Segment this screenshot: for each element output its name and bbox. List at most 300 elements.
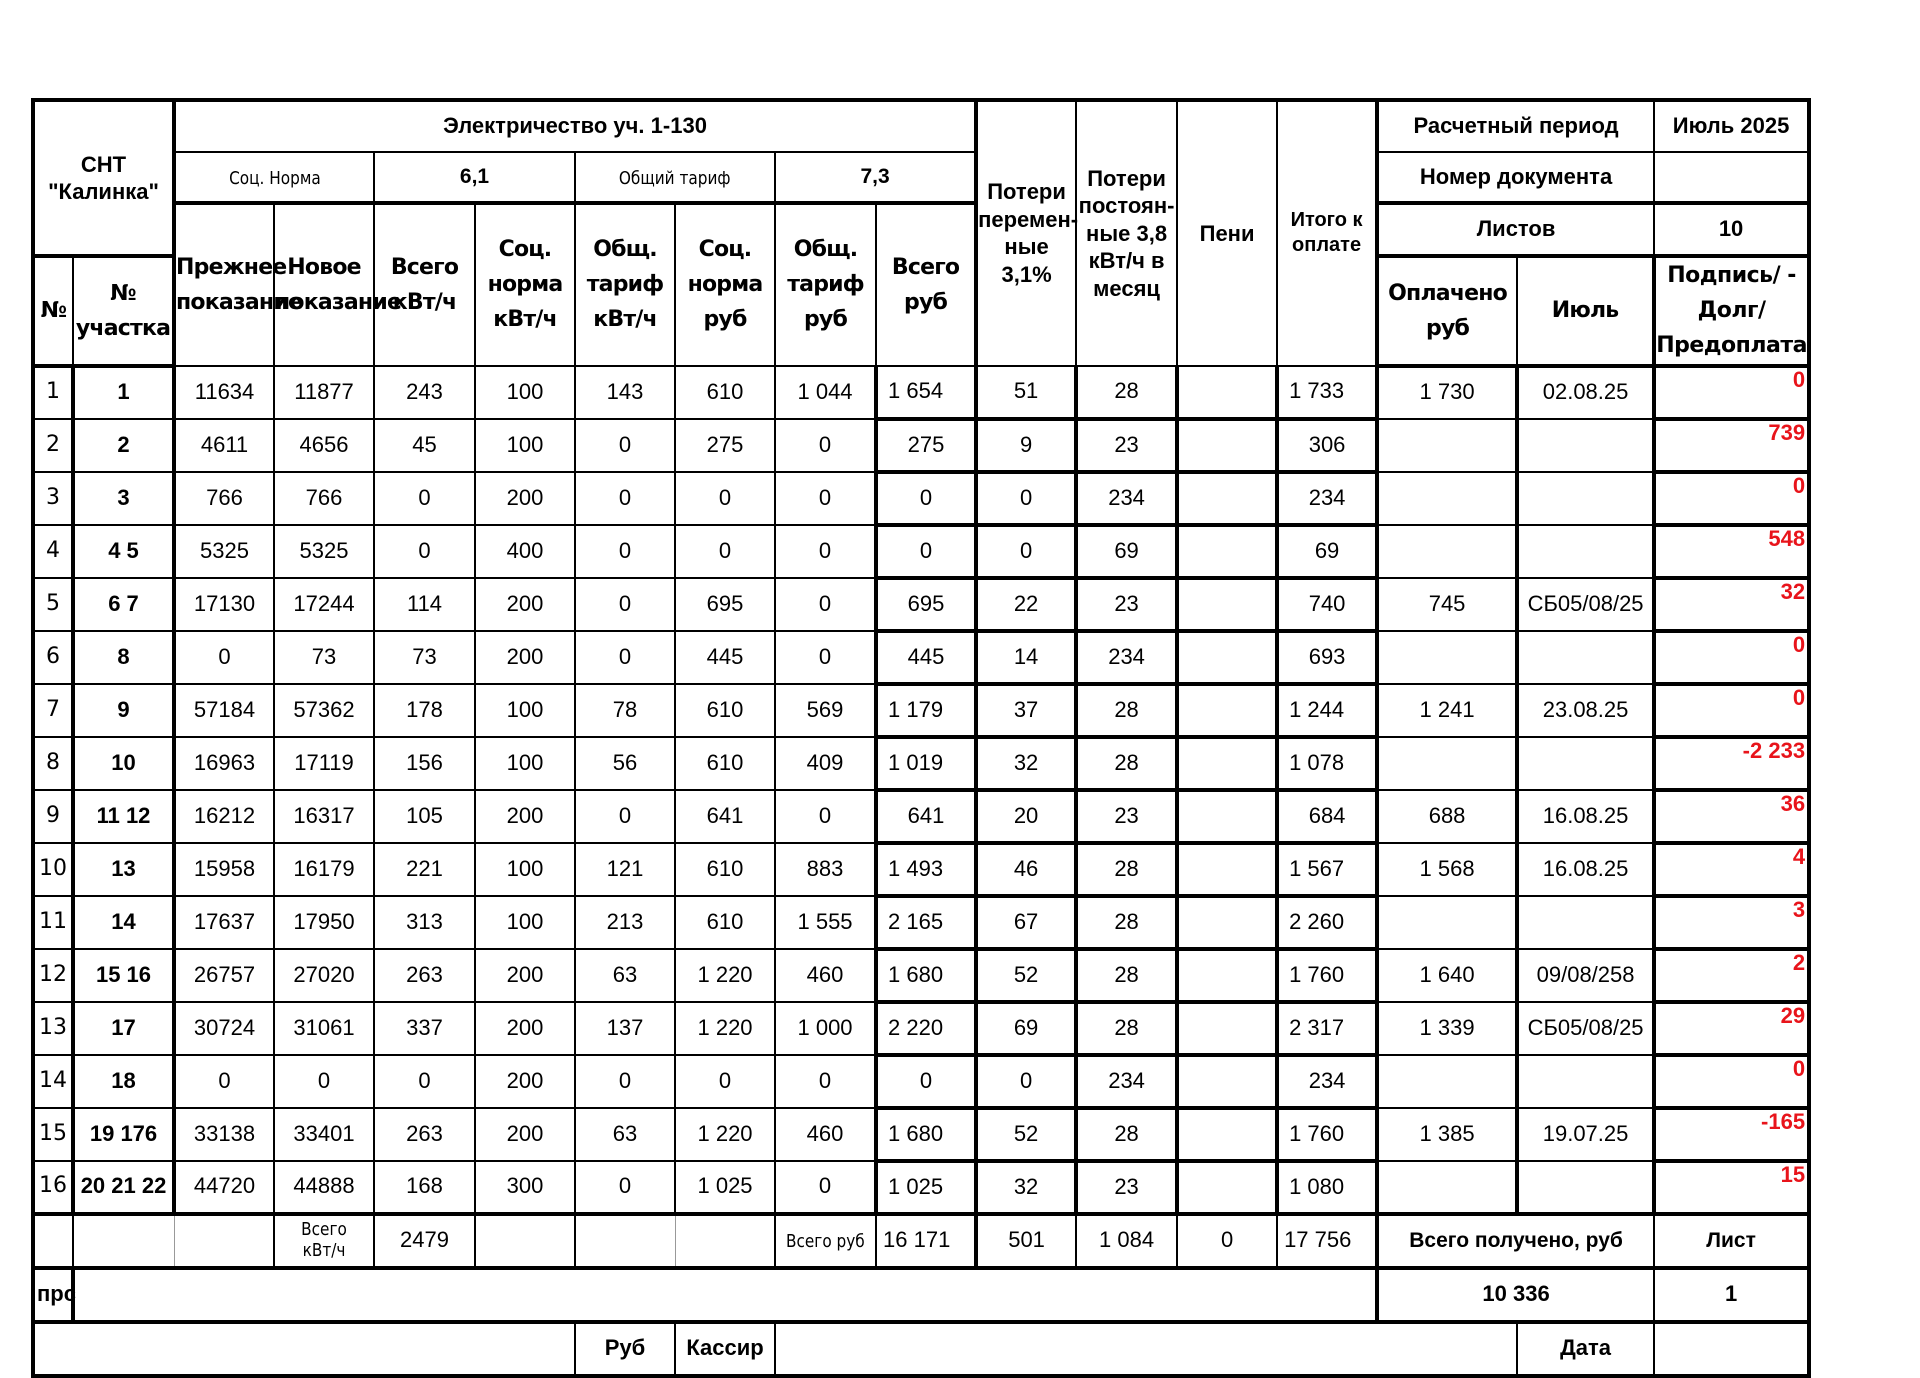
cell-gen-tariff-kwh: 78 (575, 684, 675, 737)
cell-no: 13 (33, 1002, 73, 1055)
cell-debt-prepayment: 0 (1654, 1055, 1809, 1108)
cell-penalty (1177, 366, 1277, 419)
org-name-cell (33, 100, 174, 256)
cell-new-reading: 5325 (274, 525, 374, 578)
cell-prev-reading: 11634 (174, 366, 274, 419)
cell-total-rub: 1 654 (876, 366, 976, 419)
cell-soc-norm-kwh: 200 (475, 790, 575, 843)
cell-total-kwh: 263 (374, 1108, 475, 1161)
cell-penalty (1177, 578, 1277, 631)
cell-payment-date (1517, 419, 1654, 472)
cell-debt-prepayment: 0 (1654, 631, 1809, 684)
cell-no: 3 (33, 472, 73, 525)
cell-debt-prepayment: 0 (1654, 366, 1809, 419)
table-row (33, 949, 1809, 1002)
cell-no: 10 (33, 843, 73, 896)
org-name-line2: "Калинка" (48, 179, 159, 204)
cell-penalty (1177, 684, 1277, 737)
cell-total-rub: 1 680 (876, 949, 976, 1002)
cell-gen-tariff-kwh: 0 (575, 790, 675, 843)
cell-total-kwh: 0 (374, 472, 475, 525)
cell-losses-constant: 69 (1076, 525, 1177, 578)
date-label: Дата (1517, 1322, 1654, 1376)
cell-paid: 688 (1377, 790, 1517, 843)
cell-prev-reading: 5325 (174, 525, 274, 578)
table-row (33, 578, 1809, 631)
cell-losses-constant: 23 (1076, 790, 1177, 843)
amount-field[interactable] (33, 1322, 575, 1376)
col-gen-tariff-rub: Общ. тариф руб (775, 203, 876, 366)
cell-no: 12 (33, 949, 73, 1002)
cell-total-kwh: 168 (374, 1161, 475, 1214)
cell-soc-norm-kwh: 100 (475, 366, 575, 419)
col-sign-debt: Подпись/ - Долг/Предоплата (1654, 256, 1809, 366)
total-received-label: Всего получено, руб (1377, 1214, 1654, 1268)
cell-no: 9 (33, 790, 73, 843)
cell-new-reading: 16317 (274, 790, 374, 843)
cell-losses-constant: 28 (1076, 737, 1177, 790)
cell-new-reading: 31061 (274, 1002, 374, 1055)
cell-soc-norm-kwh: 100 (475, 737, 575, 790)
cell-soc-norm-rub: 0 (675, 472, 775, 525)
cell-total-kwh: 263 (374, 949, 475, 1002)
cell-no: 15 (33, 1108, 73, 1161)
cell-gen-tariff-kwh: 63 (575, 1108, 675, 1161)
cell-losses-variable: 46 (976, 843, 1076, 896)
cell-gen-tariff-kwh: 0 (575, 525, 675, 578)
cell-plot: 19 176 (73, 1108, 174, 1161)
cell-losses-constant: 28 (1076, 949, 1177, 1002)
cell-gen-tariff-kwh: 0 (575, 578, 675, 631)
cell-soc-norm-rub: 445 (675, 631, 775, 684)
cell-total-rub: 1 680 (876, 1108, 976, 1161)
cell-total-rub: 695 (876, 578, 976, 631)
cell-debt-prepayment: 32 (1654, 578, 1809, 631)
cell-soc-norm-rub: 610 (675, 896, 775, 949)
cell-soc-norm-kwh: 100 (475, 684, 575, 737)
cell-losses-constant: 28 (1076, 366, 1177, 419)
table-row (33, 737, 1809, 790)
cell-gen-tariff-kwh: 213 (575, 896, 675, 949)
cell-soc-norm-kwh: 200 (475, 949, 575, 1002)
totals-loss-var: 501 (976, 1214, 1076, 1268)
cell-gen-tariff-rub: 0 (775, 631, 876, 684)
cell-payment-date: 19.07.25 (1517, 1108, 1654, 1161)
cell-gen-tariff-rub: 1 044 (775, 366, 876, 419)
cell-soc-norm-kwh: 400 (475, 525, 575, 578)
cell-soc-norm-rub: 641 (675, 790, 775, 843)
sheets-label: Листов (1377, 203, 1654, 256)
cell-prev-reading: 33138 (174, 1108, 274, 1161)
cell-soc-norm-kwh: 200 (475, 578, 575, 631)
cell-soc-norm-rub: 695 (675, 578, 775, 631)
cell-no: 16 (33, 1161, 73, 1214)
totals-rub-value: 16 171 (876, 1214, 976, 1268)
cell-no: 4 (33, 525, 73, 578)
cell-soc-norm-rub: 610 (675, 843, 775, 896)
cell-payment-date (1517, 525, 1654, 578)
cell-gen-tariff-rub: 0 (775, 472, 876, 525)
cell-new-reading: 4656 (274, 419, 374, 472)
cell-soc-norm-rub: 610 (675, 737, 775, 790)
cell-penalty (1177, 631, 1277, 684)
cell-prev-reading: 26757 (174, 949, 274, 1002)
cell-soc-norm-kwh: 200 (475, 472, 575, 525)
cell-total-due: 2 260 (1277, 896, 1377, 949)
cell-paid (1377, 419, 1517, 472)
cell-losses-variable: 52 (976, 949, 1076, 1002)
general-tariff-rate: 7,3 (775, 152, 976, 203)
cell-debt-prepayment: -165 (1654, 1108, 1809, 1161)
cell-total-kwh: 73 (374, 631, 475, 684)
cell-gen-tariff-rub: 1 000 (775, 1002, 876, 1055)
cell-prev-reading: 44720 (174, 1161, 274, 1214)
cell-gen-tariff-rub: 0 (775, 1055, 876, 1108)
cell-soc-norm-kwh: 300 (475, 1161, 575, 1214)
doc-number-value[interactable] (1654, 152, 1809, 203)
cell-total-rub: 641 (876, 790, 976, 843)
cell-plot: 14 (73, 896, 174, 949)
cell-soc-norm-rub: 1 025 (675, 1161, 775, 1214)
table-row (33, 843, 1809, 896)
org-name-line1: СНТ (80, 151, 127, 177)
cell-payment-date (1517, 631, 1654, 684)
cell-total-due: 740 (1277, 578, 1377, 631)
cell-payment-date: 09/08/258 (1517, 949, 1654, 1002)
purpose-label-truncated: прс (33, 1268, 73, 1322)
cell-prev-reading: 15958 (174, 843, 274, 896)
cell-losses-constant: 234 (1076, 631, 1177, 684)
cell-gen-tariff-rub: 409 (775, 737, 876, 790)
cell-debt-prepayment: 548 (1654, 525, 1809, 578)
cell-gen-tariff-kwh: 0 (575, 1161, 675, 1214)
cell-total-due: 693 (1277, 631, 1377, 684)
cell-losses-variable: 0 (976, 525, 1076, 578)
billing-period-label: Расчетный период (1377, 100, 1654, 152)
cell-paid: 1 241 (1377, 684, 1517, 737)
cell-total-due: 684 (1277, 790, 1377, 843)
cell-total-due: 1 760 (1277, 949, 1377, 1002)
cell-losses-constant: 28 (1076, 1108, 1177, 1161)
cell-penalty (1177, 1002, 1277, 1055)
cell-new-reading: 44888 (274, 1161, 374, 1214)
cell-paid (1377, 737, 1517, 790)
cell-total-rub: 2 165 (876, 896, 976, 949)
cell-losses-variable: 0 (976, 472, 1076, 525)
sheets-value: 10 (1654, 203, 1809, 256)
cell-losses-variable: 69 (976, 1002, 1076, 1055)
table-row (33, 419, 1809, 472)
cell-paid (1377, 525, 1517, 578)
cell-losses-constant: 23 (1076, 1161, 1177, 1214)
table-row (33, 525, 1809, 578)
cell-plot: 20 21 22 (73, 1161, 174, 1214)
col-prev-reading: Прежнее показание (174, 203, 274, 366)
cell-losses-constant: 23 (1076, 578, 1177, 631)
table-row (33, 1055, 1809, 1108)
table-row (33, 790, 1809, 843)
cell-penalty (1177, 896, 1277, 949)
table-row (33, 896, 1809, 949)
cell-gen-tariff-kwh: 0 (575, 631, 675, 684)
cell-paid (1377, 472, 1517, 525)
cell-soc-norm-kwh: 200 (475, 1055, 575, 1108)
cell-plot: 1 (73, 366, 174, 419)
cell-plot: 2 (73, 419, 174, 472)
cell-gen-tariff-rub: 0 (775, 790, 876, 843)
cell-gen-tariff-kwh: 121 (575, 843, 675, 896)
cell-penalty (1177, 1108, 1277, 1161)
cell-total-due: 1 760 (1277, 1108, 1377, 1161)
cell-payment-date: 16.08.25 (1517, 790, 1654, 843)
table-row (33, 1108, 1809, 1161)
header-losses-constant: Потери постоян-ные 3,8 кВт/ч в месяц (1076, 100, 1177, 366)
cell-soc-norm-kwh: 100 (475, 419, 575, 472)
cell-soc-norm-kwh: 100 (475, 896, 575, 949)
sheet-label: Лист (1654, 1214, 1809, 1268)
cell-payment-date (1517, 1161, 1654, 1214)
cell-losses-variable: 37 (976, 684, 1076, 737)
table-row (33, 472, 1809, 525)
cell-paid: 745 (1377, 578, 1517, 631)
cell-penalty (1177, 419, 1277, 472)
cell-total-kwh: 45 (374, 419, 475, 472)
cell-new-reading: 73 (274, 631, 374, 684)
cell-debt-prepayment: 36 (1654, 790, 1809, 843)
cell-soc-norm-rub: 1 220 (675, 1002, 775, 1055)
cell-debt-prepayment: 3 (1654, 896, 1809, 949)
cell-plot: 6 7 (73, 578, 174, 631)
cell-payment-date: 02.08.25 (1517, 366, 1654, 419)
cell-total-due: 234 (1277, 472, 1377, 525)
cell-gen-tariff-kwh: 0 (575, 419, 675, 472)
cell-soc-norm-rub: 610 (675, 684, 775, 737)
cell-no: 1 (33, 366, 73, 419)
cell-gen-tariff-rub: 460 (775, 1108, 876, 1161)
totals-blank-gen-kwh (575, 1214, 675, 1268)
cell-losses-variable: 32 (976, 1161, 1076, 1214)
cell-soc-norm-kwh: 200 (475, 1002, 575, 1055)
cell-prev-reading: 17637 (174, 896, 274, 949)
cell-no: 7 (33, 684, 73, 737)
cell-losses-variable: 52 (976, 1108, 1076, 1161)
totals-penalty: 0 (1177, 1214, 1277, 1268)
cell-new-reading: 33401 (274, 1108, 374, 1161)
cell-total-rub: 275 (876, 419, 976, 472)
cell-total-rub: 445 (876, 631, 976, 684)
totals-loss-const: 1 084 (1076, 1214, 1177, 1268)
header-penalty: Пени (1177, 100, 1277, 366)
cell-prev-reading: 17130 (174, 578, 274, 631)
totals-blank-plot (73, 1214, 174, 1268)
cell-total-kwh: 313 (374, 896, 475, 949)
cell-losses-constant: 234 (1076, 1055, 1177, 1108)
table-row (33, 631, 1809, 684)
cell-plot: 11 12 (73, 790, 174, 843)
col-new-reading: Новое показание (274, 203, 374, 366)
cell-total-due: 234 (1277, 1055, 1377, 1108)
cell-total-due: 2 317 (1277, 1002, 1377, 1055)
cell-gen-tariff-rub: 0 (775, 1161, 876, 1214)
cell-losses-variable: 9 (976, 419, 1076, 472)
cell-paid (1377, 631, 1517, 684)
cell-losses-constant: 23 (1076, 419, 1177, 472)
cell-debt-prepayment: 15 (1654, 1161, 1809, 1214)
cell-total-kwh: 337 (374, 1002, 475, 1055)
cell-total-rub: 0 (876, 472, 976, 525)
cell-plot: 9 (73, 684, 174, 737)
cell-total-due: 1 567 (1277, 843, 1377, 896)
total-received-value: 10 336 (1377, 1268, 1654, 1322)
cell-plot: 4 5 (73, 525, 174, 578)
cell-gen-tariff-kwh: 63 (575, 949, 675, 1002)
purpose-field[interactable] (73, 1268, 1377, 1322)
cell-soc-norm-rub: 1 220 (675, 1108, 775, 1161)
cell-losses-variable: 20 (976, 790, 1076, 843)
cell-total-due: 306 (1277, 419, 1377, 472)
rub-label: Руб (575, 1322, 675, 1376)
cell-gen-tariff-kwh: 0 (575, 472, 675, 525)
col-total-kwh: Всего кВт/ч (374, 203, 475, 366)
cell-losses-variable: 14 (976, 631, 1076, 684)
cell-new-reading: 57362 (274, 684, 374, 737)
totals-blank-prev (174, 1214, 274, 1268)
sheet-value: 1 (1654, 1268, 1809, 1322)
cell-total-kwh: 0 (374, 1055, 475, 1108)
cell-plot: 17 (73, 1002, 174, 1055)
cell-losses-variable: 32 (976, 737, 1076, 790)
cell-soc-norm-kwh: 200 (475, 631, 575, 684)
cell-total-rub: 0 (876, 525, 976, 578)
cell-prev-reading: 16212 (174, 790, 274, 843)
date-field[interactable] (1654, 1322, 1809, 1376)
header-losses-variable: Потери перемен-ные 3,1% (976, 100, 1076, 366)
soc-norm-label: Соц. Норма (174, 152, 374, 203)
cell-debt-prepayment: 739 (1654, 419, 1809, 472)
cell-paid (1377, 896, 1517, 949)
totals-blank-no (33, 1214, 73, 1268)
col-soc-norm-rub: Соц. норма руб (675, 203, 775, 366)
electricity-billing-sheet (31, 98, 1811, 1378)
cell-prev-reading: 57184 (174, 684, 274, 737)
cell-new-reading: 766 (274, 472, 374, 525)
cell-plot: 10 (73, 737, 174, 790)
cell-total-kwh: 105 (374, 790, 475, 843)
cell-no: 14 (33, 1055, 73, 1108)
cell-total-due: 1 080 (1277, 1161, 1377, 1214)
cell-paid (1377, 1161, 1517, 1214)
cell-debt-prepayment: 0 (1654, 472, 1809, 525)
cell-soc-norm-kwh: 100 (475, 843, 575, 896)
cell-soc-norm-kwh: 200 (475, 1108, 575, 1161)
cell-plot: 13 (73, 843, 174, 896)
totals-kwh-label: Всего кВт/ч (274, 1214, 374, 1268)
cell-total-rub: 1 493 (876, 843, 976, 896)
cell-losses-constant: 234 (1076, 472, 1177, 525)
cell-plot: 15 16 (73, 949, 174, 1002)
cell-plot: 18 (73, 1055, 174, 1108)
cell-prev-reading: 0 (174, 1055, 274, 1108)
cell-payment-date (1517, 737, 1654, 790)
cell-prev-reading: 16963 (174, 737, 274, 790)
table-row (33, 684, 1809, 737)
cell-debt-prepayment: 2 (1654, 949, 1809, 1002)
cell-payment-date: 23.08.25 (1517, 684, 1654, 737)
cell-plot: 3 (73, 472, 174, 525)
cell-payment-date: СБ05/08/25 (1517, 578, 1654, 631)
cell-total-due: 1 078 (1277, 737, 1377, 790)
cell-new-reading: 16179 (274, 843, 374, 896)
table-row (33, 366, 1809, 419)
cell-gen-tariff-rub: 1 555 (775, 896, 876, 949)
cell-prev-reading: 0 (174, 631, 274, 684)
cell-gen-tariff-rub: 0 (775, 525, 876, 578)
cell-new-reading: 27020 (274, 949, 374, 1002)
cell-total-kwh: 178 (374, 684, 475, 737)
table-row (33, 1161, 1809, 1214)
cell-total-kwh: 114 (374, 578, 475, 631)
cell-losses-constant: 28 (1076, 684, 1177, 737)
cell-paid (1377, 1055, 1517, 1108)
cell-total-due: 1 733 (1277, 366, 1377, 419)
col-gen-tariff-kwh: Общ. тариф кВт/ч (575, 203, 675, 366)
cell-total-rub: 2 220 (876, 1002, 976, 1055)
cell-penalty (1177, 843, 1277, 896)
cell-no: 8 (33, 737, 73, 790)
soc-norm-rate: 6,1 (374, 152, 575, 203)
cell-total-kwh: 221 (374, 843, 475, 896)
cell-debt-prepayment: 4 (1654, 843, 1809, 896)
cell-paid: 1 568 (1377, 843, 1517, 896)
data-rows (33, 366, 1809, 1214)
cell-new-reading: 11877 (274, 366, 374, 419)
cell-soc-norm-rub: 610 (675, 366, 775, 419)
cell-debt-prepayment: 29 (1654, 1002, 1809, 1055)
sheet-title: Электричество уч. 1-130 (174, 100, 976, 152)
cell-gen-tariff-rub: 0 (775, 578, 876, 631)
cell-total-due: 69 (1277, 525, 1377, 578)
cell-paid: 1 640 (1377, 949, 1517, 1002)
cell-no: 2 (33, 419, 73, 472)
cell-losses-variable: 0 (976, 1055, 1076, 1108)
cell-gen-tariff-kwh: 143 (575, 366, 675, 419)
cell-losses-constant: 28 (1076, 843, 1177, 896)
cell-paid: 1 385 (1377, 1108, 1517, 1161)
cell-payment-date: СБ05/08/25 (1517, 1002, 1654, 1055)
cell-penalty (1177, 737, 1277, 790)
totals-due: 17 756 (1277, 1214, 1377, 1268)
col-soc-norm-kwh: Соц. норма кВт/ч (475, 203, 575, 366)
cell-no: 6 (33, 631, 73, 684)
cell-paid: 1 339 (1377, 1002, 1517, 1055)
cell-soc-norm-rub: 0 (675, 525, 775, 578)
cell-debt-prepayment: -2 233 (1654, 737, 1809, 790)
cell-losses-constant: 28 (1076, 1002, 1177, 1055)
header-total-due: Итого к оплате (1277, 100, 1377, 366)
cell-gen-tariff-kwh: 56 (575, 737, 675, 790)
cell-new-reading: 17244 (274, 578, 374, 631)
cell-new-reading: 0 (274, 1055, 374, 1108)
cell-total-rub: 1 019 (876, 737, 976, 790)
totals-blank-soc-kwh (475, 1214, 575, 1268)
cell-gen-tariff-rub: 0 (775, 419, 876, 472)
cashier-signature-field[interactable] (775, 1322, 1517, 1376)
cell-total-kwh: 0 (374, 525, 475, 578)
billing-period-value: Июль 2025 (1654, 100, 1809, 152)
col-paid: Оплачено руб (1377, 256, 1517, 366)
cell-total-due: 1 244 (1277, 684, 1377, 737)
cell-soc-norm-rub: 275 (675, 419, 775, 472)
